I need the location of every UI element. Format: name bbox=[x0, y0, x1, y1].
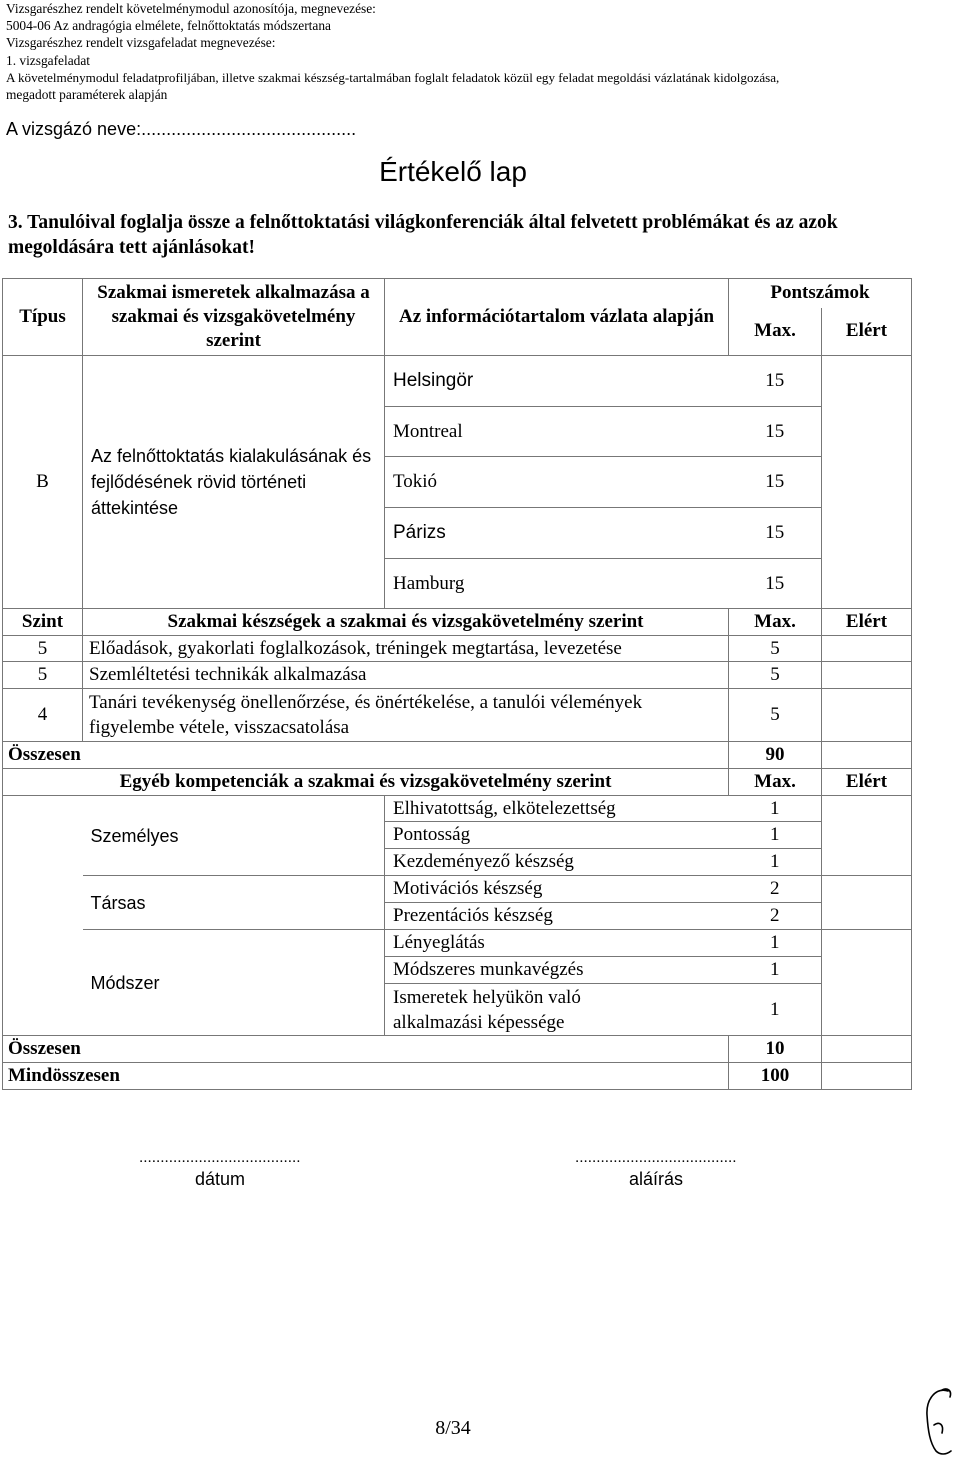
info-row-label: Helsingör bbox=[393, 370, 474, 391]
info-row-max: 15 bbox=[729, 508, 822, 559]
group-item bbox=[385, 984, 729, 1036]
group-item-max: 1 bbox=[729, 984, 822, 1036]
header-line: Vizsgarészhez rendelt vizsgafeladat megnevezése: bbox=[6, 35, 276, 51]
subtotal-label: Összesen bbox=[3, 742, 729, 769]
group-item-label: Elhivatottság, elkötelezettség bbox=[393, 797, 616, 819]
group-item bbox=[385, 849, 729, 876]
grand-total-label: Mindösszesen bbox=[3, 1063, 729, 1090]
group-item bbox=[385, 903, 729, 930]
info-row-max: 15 bbox=[729, 559, 822, 609]
info-row-label: Párizs bbox=[393, 522, 446, 543]
group-item-label: Motivációs készség bbox=[393, 878, 543, 899]
date-signature-block bbox=[80, 1150, 360, 1190]
date-line: ...................................... bbox=[139, 1150, 301, 1166]
task-description: 3. Tanulóival foglalja össze a felnőttoktatási világkonferenciák által felvetett problémákat és az azok megoldására tett ajánlásokat! bbox=[8, 212, 838, 258]
group-item bbox=[385, 930, 729, 957]
signature-line: ...................................... bbox=[575, 1150, 737, 1166]
group-item-label: Kezdeményező készség bbox=[393, 851, 574, 872]
skill-elert bbox=[822, 662, 912, 689]
initials-signature-icon bbox=[918, 1385, 958, 1460]
other-header-title: Egyéb kompetenciák a szakmai és vizsgakövetelmény szerint bbox=[3, 769, 729, 796]
grand-total-value: 100 bbox=[729, 1063, 822, 1090]
info-row bbox=[385, 559, 729, 609]
col-header-max: Max. bbox=[729, 308, 822, 356]
group-spacer bbox=[3, 930, 83, 957]
group-name: Társas bbox=[83, 876, 385, 930]
signature-label: aláírás bbox=[628, 1169, 684, 1189]
skill-max: 5 bbox=[729, 662, 822, 689]
skill-elert bbox=[822, 689, 912, 742]
col-header-pontszamok: Pontszámok bbox=[729, 279, 912, 308]
subtotal-label: Összesen bbox=[3, 1036, 729, 1063]
group-item bbox=[385, 822, 729, 849]
info-row bbox=[385, 356, 729, 407]
skill-text: Szemléltetési technikák alkalmazása bbox=[83, 662, 729, 689]
grand-total-elert bbox=[822, 1063, 912, 1090]
skill-level: 4 bbox=[3, 689, 83, 742]
skill-text: Előadások, gyakorlati foglalkozások, tréningek megtartása, levezetése bbox=[83, 636, 729, 662]
info-row-label: Hamburg bbox=[393, 572, 465, 594]
info-row-label: Montreal bbox=[393, 420, 463, 442]
info-row-max: 15 bbox=[729, 457, 822, 508]
group-elert bbox=[822, 876, 912, 930]
subtotal-value: 10 bbox=[729, 1036, 822, 1063]
group-item-label: Lényeglátás bbox=[393, 932, 485, 953]
group-item-label: Pontosság bbox=[393, 824, 471, 845]
date-label: dátum bbox=[194, 1169, 246, 1189]
header-line: Vizsgarészhez rendelt követelménymodul azonosítója, megnevezése: bbox=[6, 1, 376, 16]
group-spacer bbox=[3, 984, 83, 1036]
info-row-max: 15 bbox=[729, 356, 822, 407]
signature-block bbox=[516, 1150, 796, 1190]
col-header-elert: Elért bbox=[822, 308, 912, 356]
col-header-info: Az információtartalom vázlata alapján bbox=[385, 279, 729, 356]
group-item-max: 2 bbox=[729, 903, 822, 930]
candidate-name-field: A vizsgázó neve:........................................... bbox=[6, 119, 357, 139]
group-item bbox=[385, 876, 729, 903]
group-item-label: Prezentációs készség bbox=[393, 905, 553, 926]
skill-elert bbox=[822, 636, 912, 662]
skills-header-elert: Elért bbox=[822, 609, 912, 636]
group-item-max: 2 bbox=[729, 876, 822, 903]
header-line: 1. vizsgafeladat bbox=[6, 52, 91, 68]
other-header-elert: Elért bbox=[822, 769, 912, 796]
info-row-label: Tokió bbox=[393, 471, 438, 492]
header-line: 5004-06 Az andragógia elmélete, felnőttoktatás módszertana bbox=[6, 18, 331, 34]
document-header bbox=[6, 0, 946, 103]
other-header-max: Max. bbox=[729, 769, 822, 796]
group-spacer bbox=[3, 903, 83, 930]
skills-header-max: Max. bbox=[729, 609, 822, 636]
subtotal-elert bbox=[822, 1036, 912, 1063]
skill-level: 5 bbox=[3, 636, 83, 662]
evaluation-table bbox=[2, 278, 912, 1090]
info-row bbox=[385, 457, 729, 508]
group-item-max: 1 bbox=[729, 957, 822, 984]
group-spacer bbox=[3, 957, 83, 984]
skills-header-szint: Szint bbox=[3, 609, 83, 636]
skill-max: 5 bbox=[729, 636, 822, 662]
group-elert bbox=[822, 930, 912, 1036]
info-row bbox=[385, 407, 729, 457]
group-spacer bbox=[3, 876, 83, 903]
group-item-max: 1 bbox=[729, 930, 822, 957]
col-header-tipus: Típus bbox=[3, 279, 83, 356]
group-name: Személyes bbox=[83, 796, 385, 876]
header-line: megadott paraméterek alapján bbox=[6, 87, 168, 103]
subtotal-value: 90 bbox=[729, 742, 822, 769]
skill-level: 5 bbox=[3, 662, 83, 689]
skill-max: 5 bbox=[729, 689, 822, 742]
info-row bbox=[385, 508, 729, 559]
group-elert bbox=[822, 796, 912, 876]
page-number: 8/34 bbox=[435, 1417, 471, 1439]
group-item-max: 1 bbox=[729, 849, 822, 876]
skills-header-title: Szakmai készségek a szakmai és vizsgakövetelmény szerint bbox=[83, 609, 729, 636]
skill-text: Tanári tevékenység önellenőrzése, és önértékelése, a tanulói vélemények figyelembe vétele, visszacsatolása bbox=[83, 689, 729, 742]
group-spacer bbox=[3, 796, 83, 822]
group-item-max: 1 bbox=[729, 822, 822, 849]
group-name: Módszer bbox=[83, 930, 385, 1036]
page-title: Értékelő lap bbox=[379, 156, 527, 187]
subtotal-elert bbox=[822, 742, 912, 769]
group-item bbox=[385, 957, 729, 984]
info-row-max: 15 bbox=[729, 407, 822, 457]
group-item-label: Módszeres munkavégzés bbox=[393, 959, 584, 980]
elert-cell bbox=[822, 356, 912, 609]
group-item-max: 1 bbox=[729, 796, 822, 822]
type-cell: B bbox=[3, 356, 83, 609]
group-item bbox=[385, 796, 729, 822]
group-spacer bbox=[3, 822, 83, 849]
topic-cell: Az felnőttoktatás kialakulásának és fejlődésének rövid történeti áttekintése bbox=[83, 356, 385, 609]
col-header-szakmai: Szakmai ismeretek alkalmazása a szakmai és vizsgakövetelmény szerint bbox=[83, 279, 385, 356]
group-spacer bbox=[3, 849, 83, 876]
header-line: A követelménymodul feladatprofiljában, illetve szakmai készség-tartalmában foglalt feladatok közül egy feladat megoldási vázlatának kidolgozása, bbox=[6, 69, 780, 85]
group-item-label: Ismeretek helyükön való alkalmazási képessége bbox=[393, 986, 581, 1033]
